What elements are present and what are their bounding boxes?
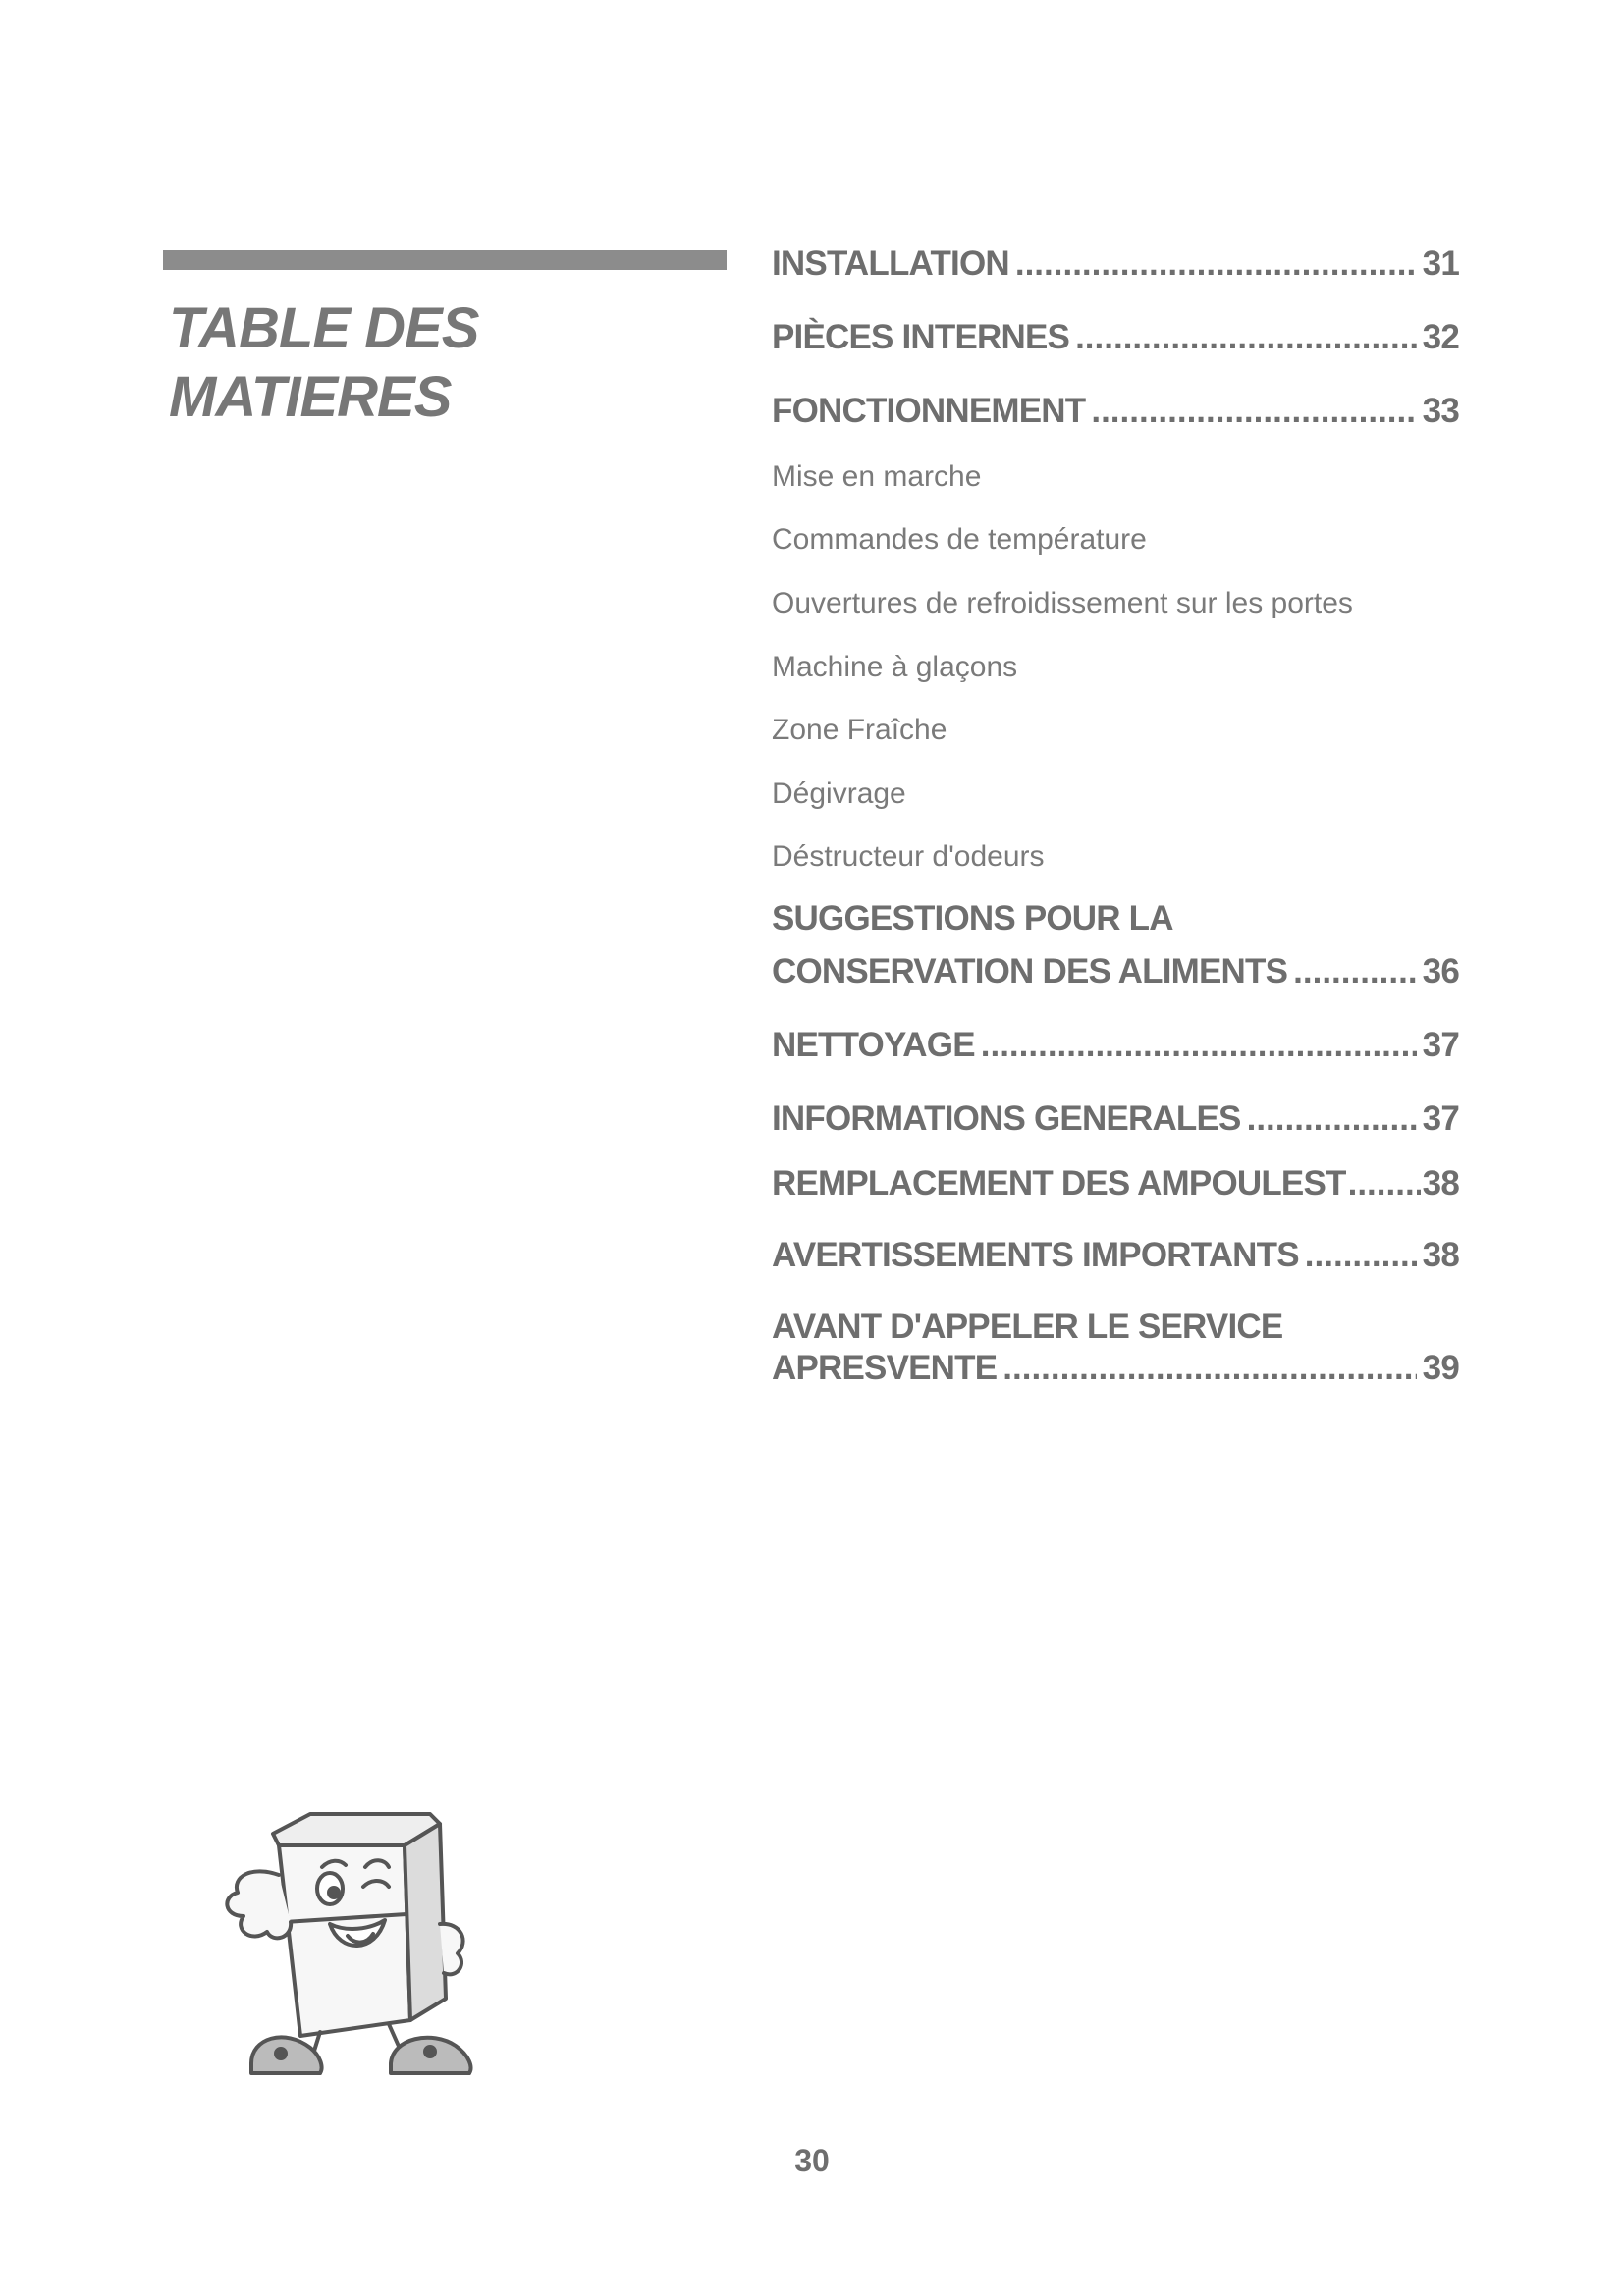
dot-leader xyxy=(1348,1162,1421,1205)
toc-entry-pieces-internes[interactable] xyxy=(772,316,1459,359)
toc-entry-installation[interactable] xyxy=(772,242,1459,286)
toc-page: 39 xyxy=(1422,1349,1459,1387)
toc-label-continued: CONSERVATION DES ALIMENTS xyxy=(772,952,1288,990)
dot-leader xyxy=(1015,242,1417,286)
toc-subitem-zone-fraiche[interactable]: Zone Fraîche xyxy=(772,714,947,746)
dot-leader xyxy=(1247,1097,1417,1141)
dot-leader xyxy=(1091,390,1416,433)
toc-page: 37 xyxy=(1422,1099,1459,1138)
toc-entry-nettoyage[interactable] xyxy=(772,1024,1459,1067)
toc-entry-fonctionnement[interactable] xyxy=(772,390,1459,433)
toc-entry-avertissements[interactable] xyxy=(772,1234,1459,1277)
fridge-mascot-icon xyxy=(183,1806,546,2091)
page-title xyxy=(169,294,719,432)
page-number: 30 xyxy=(794,2143,830,2178)
toc-subitem-mise-en-marche[interactable]: Mise en marche xyxy=(772,460,982,493)
toc-entry-avant-appeler[interactable] xyxy=(772,1306,1459,1390)
toc-label-continued: APRESVENTE xyxy=(772,1349,998,1387)
toc-entry-informations-generales[interactable] xyxy=(772,1097,1459,1141)
toc-label: FONCTIONNEMENT xyxy=(772,392,1086,430)
page-title-line-2: MATIERES xyxy=(169,365,452,429)
toc-label: NETTOYAGE xyxy=(772,1026,975,1064)
dot-leader xyxy=(1305,1234,1417,1277)
toc-label: INSTALLATION xyxy=(772,244,1009,283)
toc-entry-remplacement-ampoules[interactable] xyxy=(772,1162,1459,1205)
dot-leader xyxy=(1293,950,1417,993)
toc-page: 32 xyxy=(1422,318,1459,356)
toc-label: SUGGESTIONS POUR LA xyxy=(772,899,1173,937)
toc-page: 36 xyxy=(1422,952,1459,990)
toc-label: INFORMATIONS GENERALES xyxy=(772,1099,1241,1138)
toc-page: 33 xyxy=(1422,392,1459,430)
toc-subitem-commandes-temperature[interactable]: Commandes de température xyxy=(772,523,1147,556)
toc-label: AVERTISSEMENTS IMPORTANTS xyxy=(772,1236,1299,1274)
toc-subitem-machine-glacons[interactable]: Machine à glaçons xyxy=(772,651,1018,683)
toc-subitem-ouvertures[interactable]: Ouvertures de refroidissement sur les portes xyxy=(772,587,1353,619)
toc-page: 37 xyxy=(1422,1026,1459,1064)
toc-label: PIÈCES INTERNES xyxy=(772,318,1070,356)
toc-subitem-destructeur-odeurs[interactable]: Déstructeur d'odeurs xyxy=(772,840,1045,873)
dot-leader xyxy=(981,1024,1417,1067)
dot-leader xyxy=(1075,316,1417,359)
page-title-line-1: TABLE DES xyxy=(169,296,479,360)
toc-subitem-degivrage[interactable]: Dégivrage xyxy=(772,777,906,810)
toc-page: 31 xyxy=(1422,244,1459,283)
toc-page: 38 xyxy=(1422,1164,1459,1202)
toc-label: AVANT D'APPELER LE SERVICE xyxy=(772,1308,1283,1346)
dot-leader xyxy=(1002,1347,1416,1390)
toc-entry-suggestions[interactable] xyxy=(772,897,1459,993)
title-rule xyxy=(163,250,727,270)
toc-page: 38 xyxy=(1422,1236,1459,1274)
toc-label: REMPLACEMENT DES AMPOULEST xyxy=(772,1164,1346,1202)
